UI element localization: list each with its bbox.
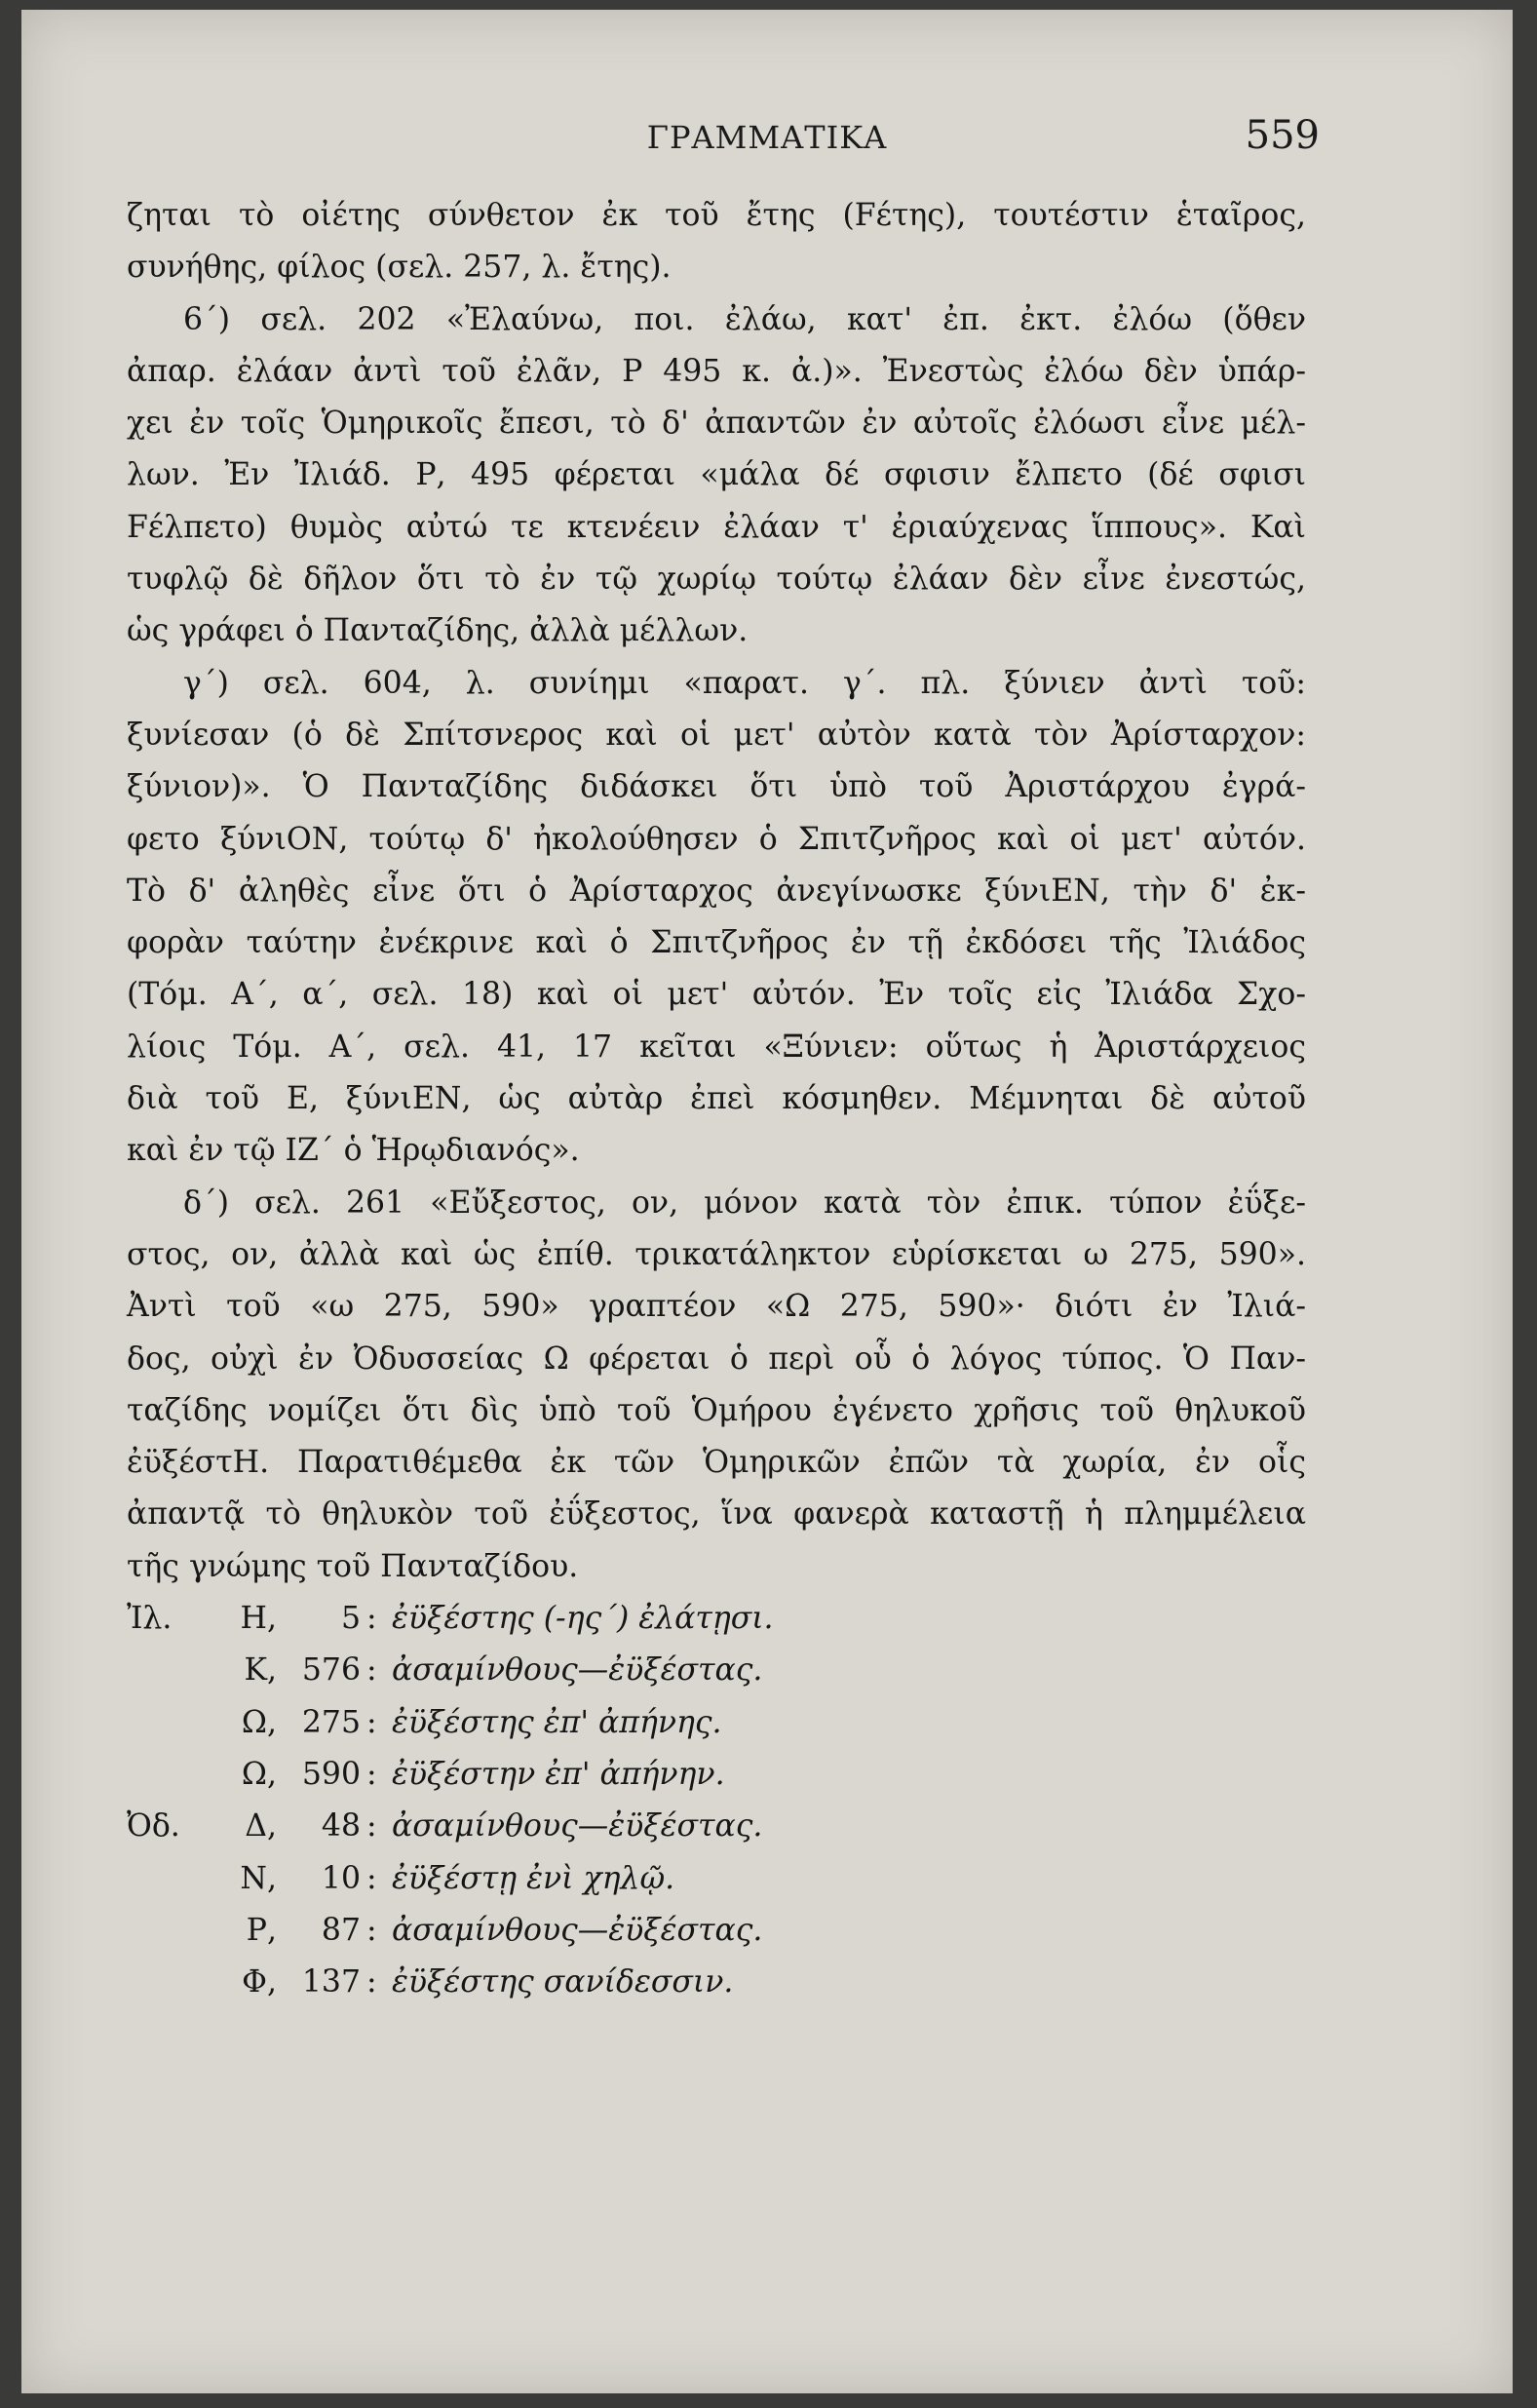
text-line: χει ἐν τοῖς Ὁμηρικοῖς ἔπεσι, τὸ δ' ἀπαντῶν ἐν αὐτοῖς ἐλόωσι εἶνε μέλ- — [127, 406, 1306, 442]
citation-book: Η, — [240, 1601, 277, 1637]
text-line: Fέλπετο) θυμὸς αὐτώ τε κτενέειν ἐλάαν τ' ἐριαύχενας ἵππους». Καὶ — [127, 509, 1306, 545]
citation-quote: ἐϋξέστης σανίδεσσιν. — [392, 1964, 734, 2000]
citation-line: 137 — [301, 1964, 361, 2000]
text-line: ὡς γράφει ὁ Πανταζίδης, ἀλλὰ μέλλων. — [127, 613, 749, 649]
citation-row — [127, 1957, 1306, 2008]
citation-separator: : — [366, 1601, 377, 1637]
text-line: φορὰν ταύτην ἐνέκρινε καὶ ὁ Σπιτζνῆρος ἐν τῇ ἐκδόσει τῆς Ἰλιάδος — [127, 925, 1306, 961]
citation-work: Ἰλ. — [127, 1601, 173, 1637]
citation-row — [127, 1801, 1306, 1852]
citation-separator: : — [366, 1808, 377, 1845]
citation-quote: ἐϋξέστης (-ης΄) ἐλάτῃσι. — [392, 1601, 774, 1637]
text-line: φετο ξύνιΟΝ, τούτῳ δ' ἠκολούθησεν ὁ Σπιτζνῆρος καὶ οἱ μετ' αὐτόν. — [127, 821, 1306, 857]
text-line: τῆς γνώμης τοῦ Πανταζίδου. — [127, 1548, 579, 1584]
citation-row — [127, 1645, 1306, 1696]
citation-separator: : — [366, 1912, 377, 1948]
citation-line: 576 — [301, 1652, 361, 1689]
citation-quote: ἐϋξέστην ἐπ' ἀπήνην. — [392, 1756, 725, 1792]
text-line: Τὸ δ' ἀληθὲς εἶνε ὅτι ὁ Ἀρίσταρχος ἀνεγίνωσκε ξύνιΕΝ, τὴν δ' ἐκ- — [127, 873, 1306, 909]
text-line: ἀπαντᾷ τὸ θηλυκὸν τοῦ ἐΰξεστος, ἵνα φανερὰ καταστῇ ἡ πλημμέλεια — [127, 1496, 1306, 1533]
text-line: δ΄) σελ. 261 «Εὔξεστος, ον, μόνον κατὰ τὸν ἐπικ. τύπον ἐΰξε- — [183, 1185, 1306, 1221]
citation-quote: ἀσαμίνθους—ἐϋξέστας. — [392, 1808, 763, 1845]
citation-book: Ν, — [240, 1860, 277, 1896]
page-number: 559 — [1245, 113, 1320, 158]
citation-line: 275 — [301, 1704, 361, 1740]
text-line: δος, οὐχὶ ἐν Ὀδυσσείας Ω φέρεται ὁ περὶ οὗ ὁ λόγος τύπος. Ὁ Παν- — [127, 1340, 1306, 1377]
book-page — [21, 10, 1513, 2393]
citation-work — [127, 1957, 189, 2008]
running-title: ΓΡΑΜΜΑΤΙΚΑ — [646, 119, 888, 156]
citation-row — [127, 1697, 1306, 1749]
citation-line: 48 — [321, 1808, 361, 1845]
text-line: καὶ ἐν τῷ ΙΖ΄ ὁ Ἡρῳδιανός». — [127, 1133, 580, 1169]
text-line: λων. Ἐν Ἰλιάδ. Ρ, 495 φέρεται «μάλα δέ σφισιν ἔλπετο (δέ σφισι — [127, 457, 1306, 493]
text-line: ξυνίεσαν (ὁ δὲ Σπίτσνερος καὶ οἱ μετ' αὐτὸν κατὰ τὸν Ἀρίσταρχον: — [127, 717, 1306, 753]
text-line: ἀπαρ. ἐλάαν ἀντὶ τοῦ ἐλᾶν, Ρ 495 κ. ἀ.)». Ἐνεστὼς ἐλόω δὲν ὑπάρ- — [127, 353, 1306, 389]
text-line: στος, ον, ἀλλὰ καὶ ὡς ἐπίθ. τρικατάληκτον εὑρίσκεται ω 275, 590». — [127, 1236, 1306, 1272]
paragraph — [127, 190, 1306, 1593]
text-line: γ΄) σελ. 604, λ. συνίημι «παρατ. γ΄. πλ. ξύνιεν ἀντὶ τοῦ: — [183, 665, 1306, 701]
text-line: συνήθης, φίλος (σελ. 257, λ. ἔτης). — [127, 250, 672, 286]
text-line: (Τόμ. Α΄, α΄, σελ. 18) καὶ οἱ μετ' αὐτόν. Ἐν τοῖς εἰς Ἰλιάδα Σχο- — [127, 977, 1306, 1013]
citation-work — [127, 1645, 189, 1696]
citation-row — [127, 1749, 1306, 1801]
citation-book: Ρ, — [246, 1912, 277, 1948]
citation-row — [127, 1853, 1306, 1905]
citation-book: Φ, — [242, 1964, 277, 2000]
citation-line: 590 — [301, 1756, 361, 1792]
citation-book: Ω, — [241, 1704, 277, 1740]
text-line: διὰ τοῦ Ε, ξύνιΕΝ, ὡς αὐτὰρ ἐπεὶ κόσμηθεν. Μέμνηται δὲ αὐτοῦ — [127, 1081, 1306, 1117]
citation-row — [127, 1593, 1306, 1645]
citation-work — [127, 1853, 189, 1905]
text-line: ταζίδης νομίζει ὅτι δὶς ὑπὸ τοῦ Ὁμήρου ἐγένετο χρῆσις τοῦ θηλυκοῦ — [127, 1392, 1306, 1428]
citation-quote: ἐϋξέστης ἐπ' ἀπήνης. — [392, 1704, 722, 1740]
citation-separator: : — [366, 1964, 377, 2000]
citation-quote: ἀσαμίνθους—ἐϋξέστας. — [392, 1912, 763, 1948]
citation-quote: ἀσαμίνθους—ἐϋξέστας. — [392, 1652, 763, 1689]
citation-work — [127, 1749, 189, 1801]
page-header — [21, 113, 1513, 168]
citation-line: 5 — [340, 1601, 361, 1637]
text-line: ξύνιον)». Ὁ Πανταζίδης διδάσκει ὅτι ὑπὸ τοῦ Ἀριστάρχου ἐγρά- — [127, 769, 1306, 805]
text-line: 6΄) σελ. 202 «Ἐλαύνω, ποι. ἐλάω, κατ' ἐπ. ἐκτ. ἐλόω (ὅθεν — [183, 301, 1306, 337]
text-line: λίοις Τόμ. Α΄, σελ. 41, 17 κεῖται «Ξύνιεν: οὕτως ἡ Ἀριστάρχειος — [127, 1029, 1306, 1065]
text-line: τυφλῷ δὲ δῆλον ὅτι τὸ ἐν τῷ χωρίῳ τούτῳ ἐλάαν δὲν εἶνε ἐνεστώς, — [127, 562, 1306, 598]
citation-separator: : — [366, 1652, 377, 1689]
text-line: ζηται τὸ οἰέτης σύνθετον ἐκ τοῦ ἔτης (Fέτης), τουτέστιν ἑταῖρος, — [127, 198, 1306, 233]
body-text — [127, 190, 1306, 2008]
citation-work: Ὀδ. — [127, 1808, 180, 1845]
text-line: Ἀντὶ τοῦ «ω 275, 590» γραπτέον «Ω 275, 590»· διότι ἐν Ἰλιά- — [127, 1289, 1306, 1325]
text-line: ἐϋξέστΗ. Παρατιθέμεθα ἐκ τῶν Ὁμηρικῶν ἐπῶν τὰ χωρία, ἐν οἷς — [127, 1445, 1306, 1481]
citation-list — [127, 1593, 1306, 2008]
citation-book: Δ, — [245, 1808, 277, 1845]
citation-row — [127, 1905, 1306, 1957]
citation-quote: ἐϋξέστῃ ἐνὶ χηλῷ. — [392, 1860, 675, 1896]
citation-line: 10 — [321, 1860, 361, 1896]
citation-separator: : — [366, 1756, 377, 1792]
citation-separator: : — [366, 1704, 377, 1740]
citation-separator: : — [366, 1860, 377, 1896]
citation-work — [127, 1905, 189, 1957]
citation-book: Ω, — [241, 1756, 277, 1792]
citation-work — [127, 1697, 189, 1749]
citation-book: Κ, — [244, 1652, 277, 1689]
citation-line: 87 — [321, 1912, 361, 1948]
